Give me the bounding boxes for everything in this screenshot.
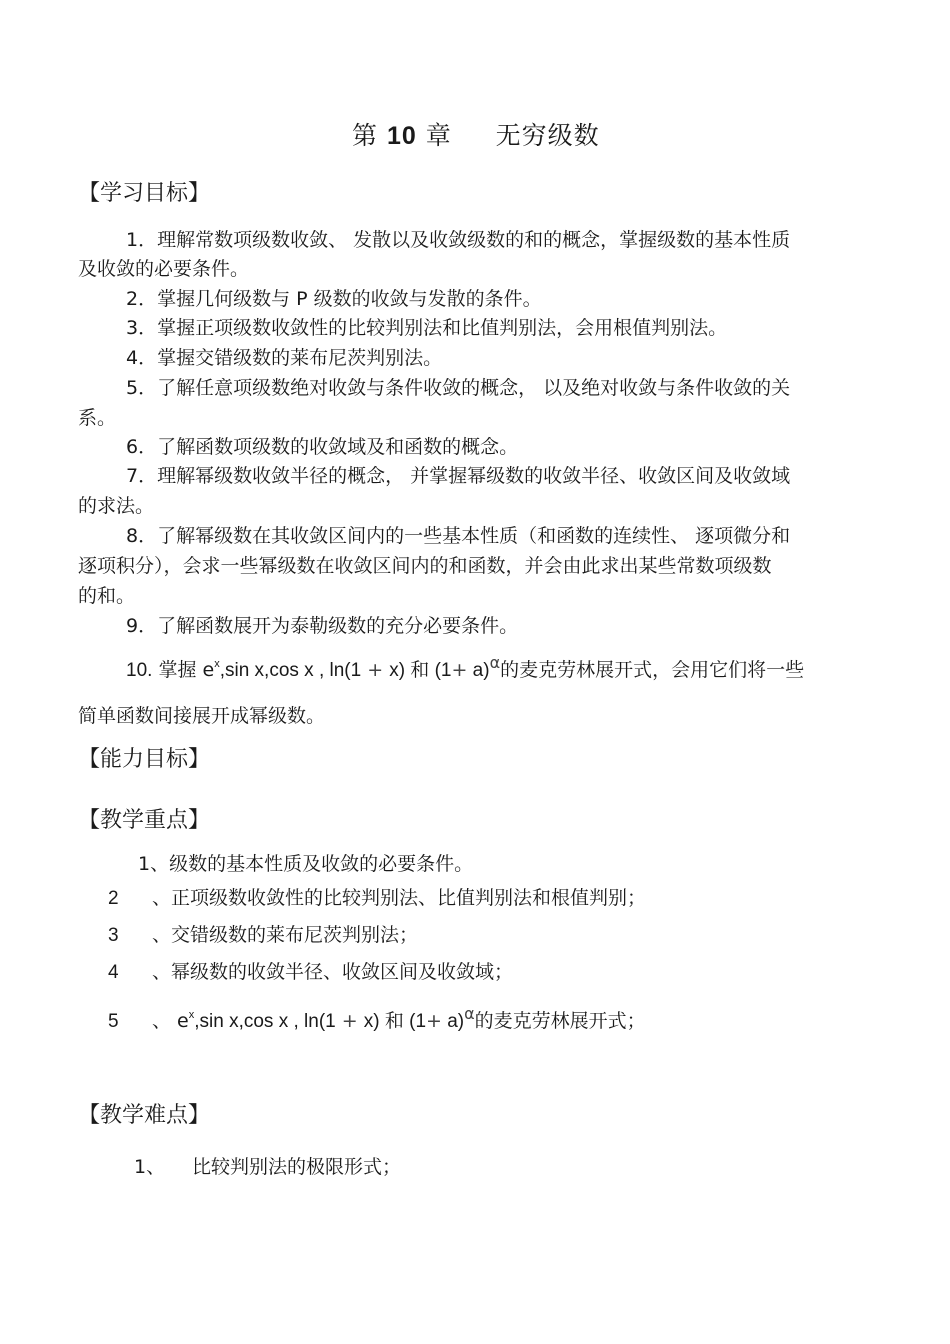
objective-1-line-1: 1．理解常数项级数收敛、 发散以及收敛级数的和的概念，掌握级数的基本性质	[126, 229, 791, 251]
title-name: 无穷级数	[495, 121, 600, 150]
alpha-exponent: α	[464, 1004, 475, 1023]
difficulty-text: 比较判别法的极限形式；	[192, 1156, 402, 1178]
section-heading-objectives: 【学习目标】	[78, 181, 211, 206]
objective-8-line-1: 8．了解幂级数在其收敛区间内的一些基本性质（和函数的连续性、 逐项微分和	[126, 525, 791, 547]
formula-part-3: a)	[467, 660, 490, 681]
key-point-5	[108, 1004, 646, 1036]
key-point-text: 、幂级数的收敛半径、收敛区间及收敛域；	[152, 961, 514, 983]
objective-1-line-2: 及收敛的必要条件。	[78, 258, 250, 280]
key-point-3	[108, 923, 418, 948]
key-point-number: 4	[108, 962, 119, 983]
formula-part-2: x) 和 (1	[389, 660, 452, 681]
objective-7-line-2: 的求法。	[78, 495, 155, 517]
objective-10-prefix: 掌握 e	[158, 659, 215, 681]
objective-10-line-2: 简单函数间接展开成幂级数。	[78, 705, 326, 727]
formula-part-1: ,sin x,cos x , ln(1	[194, 1011, 336, 1032]
key-point-text: 、交错级数的莱布尼茨判别法；	[152, 924, 419, 946]
difficulty-number: 1、	[134, 1156, 166, 1178]
formula-part-1: ,sin x,cos x , ln(1	[219, 660, 362, 681]
objective-6: 6．了解函数项级数的收敛域及和函数的概念。	[126, 436, 519, 458]
objective-5-line-2: 系。	[78, 407, 117, 429]
key-point-1: 1、级数的基本性质及收敛的必要条件。	[138, 853, 474, 875]
objective-10-number: 10.	[126, 660, 153, 681]
alpha-exponent: α	[489, 653, 501, 672]
objective-8-line-3: 的和。	[78, 585, 136, 607]
title-suffix: 章	[425, 121, 452, 150]
objective-9: 9．了解函数展开为泰勒级数的充分必要条件。	[126, 615, 519, 637]
plus-sign: +	[426, 1010, 442, 1032]
formula-part-3: a)	[441, 1011, 465, 1032]
key-point-number: 5	[108, 1011, 119, 1032]
exponent-x: x	[188, 1009, 195, 1021]
objective-10-suffix: 的麦克劳林展开式，会用它们将一些	[500, 659, 805, 681]
difficulty-1	[134, 1155, 401, 1179]
objective-7-line-1: 7．理解幂级数收敛半径的概念， 并掌握幂级数的收敛半径、收敛区间及收敛域	[126, 465, 791, 487]
plus-sign: +	[451, 659, 468, 681]
plus-sign: +	[361, 659, 390, 681]
objective-8-line-2: 逐项积分），会求一些幂级数在收敛区间内的和函数，并会由此求出某些常数项级数	[78, 555, 772, 577]
key-point-prefix: 、 e	[152, 1010, 189, 1032]
exponent-x: x	[214, 658, 220, 670]
plus-sign: +	[335, 1010, 364, 1032]
key-point-2	[108, 886, 646, 911]
title-number: 10	[386, 122, 417, 150]
key-point-text: 、正项级数收敛性的比较判别法、比值判别法和根值判别；	[152, 887, 647, 909]
section-heading-difficulties: 【教学难点】	[78, 1103, 211, 1128]
objective-10-line-1	[126, 653, 805, 685]
key-point-number: 2	[108, 888, 119, 909]
formula-part-2: x) 和 (1	[363, 1011, 427, 1032]
objective-5-line-1: 5．了解任意项级数绝对收敛与条件收敛的概念， 以及绝对收敛与条件收敛的关	[126, 377, 791, 399]
objective-4: 4．掌握交错级数的莱布尼茨判别法。	[126, 347, 443, 369]
chapter-title	[352, 120, 600, 152]
key-point-number: 3	[108, 925, 119, 946]
section-heading-key-points: 【教学重点】	[78, 808, 211, 833]
objective-3: 3．掌握正项级数收敛性的比较判别法和比值判别法，会用根值判别法。	[126, 317, 728, 339]
objective-2: 2．掌握几何级数与 P 级数的收敛与发散的条件。	[126, 288, 542, 310]
section-heading-ability: 【能力目标】	[78, 747, 211, 772]
key-point-4	[108, 960, 513, 985]
key-point-suffix: 的麦克劳林展开式；	[474, 1010, 646, 1032]
title-prefix: 第	[352, 121, 379, 150]
